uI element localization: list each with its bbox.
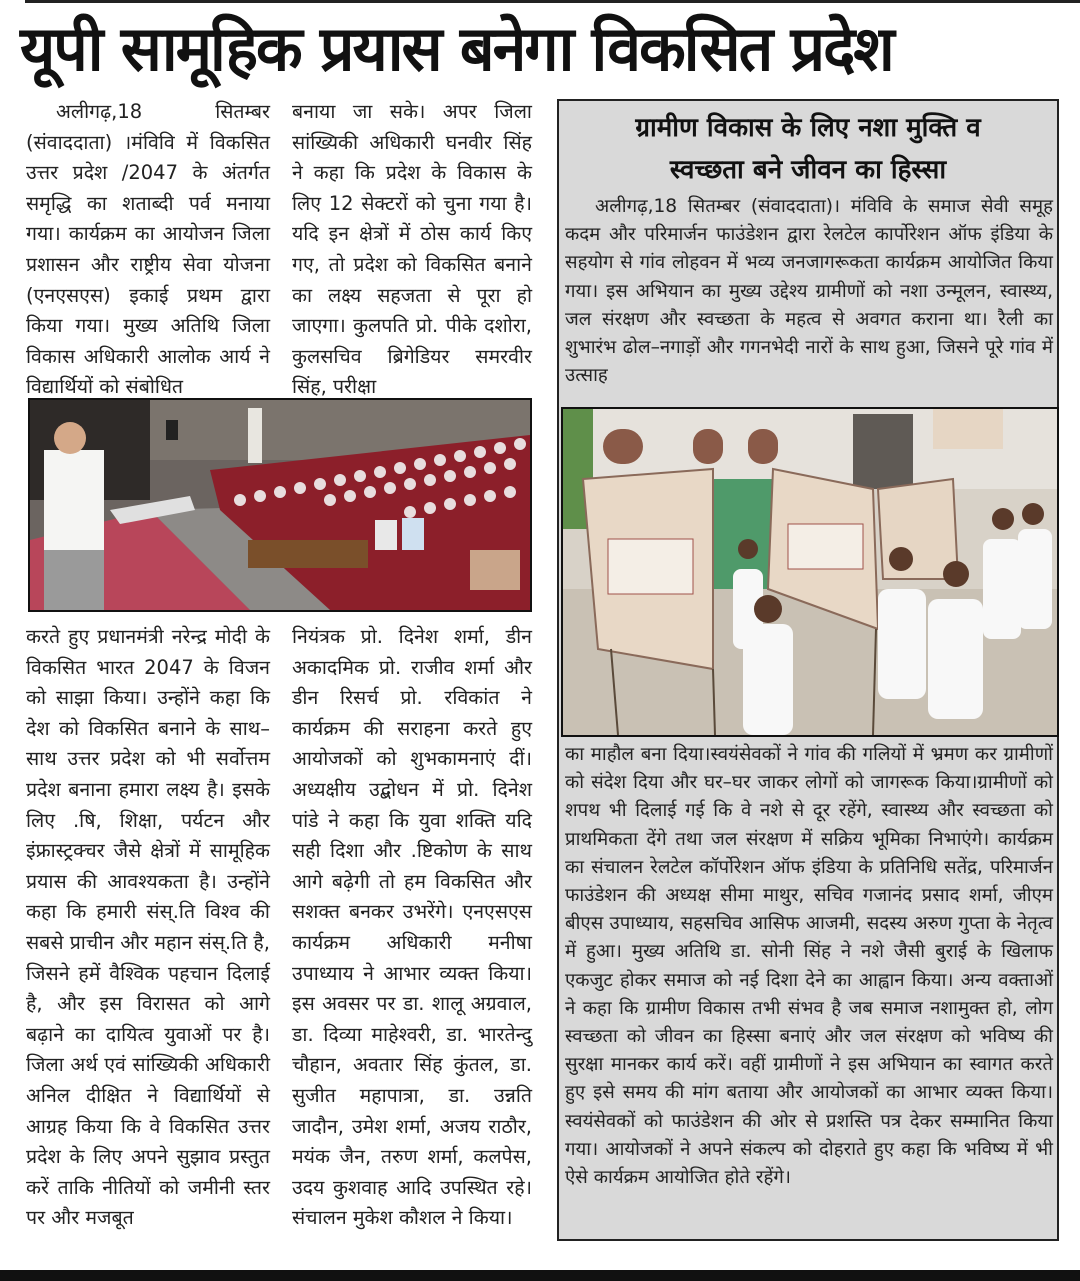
- main-story-paragraph: अलीगढ़,18 सितम्बर (संवाददाता) ।मंविवि में विकसित उत्तर प्रदेश /2047 के अंतर्गत समृद्धि का शताब्दी पर्व मनाया गया। कार्यक्रम का आयोजन जिला प्रशासन और राष्ट्रीय सेवा योजना (एनएसएस) इकाई प्रथम द्वारा किया गया। मुख्य अतिथि जिला विकास अधिकारी आलोक आर्य ने विद्यार्थियों को संबोधित: [26, 100, 270, 399]
- rally-photo: [561, 407, 1059, 737]
- main-story-column-1-bottom: [26, 622, 270, 1234]
- auditorium-photo-illustration: [30, 400, 530, 610]
- main-story-column-2-top: [292, 97, 532, 403]
- main-story-column-2-bottom: [292, 622, 532, 1234]
- side-story-paragraph: अलीगढ़,18 सितम्बर (संवाददाता)। मंविवि के समाज सेवी समूह कदम और परिमार्जन फाउंडेशन द्वारा रेलटेल कार्पोरेशन ऑफ इंडिया के सहयोग से गांव लोहवन में भव्य जनजागरूकता कार्यक्रम आयोजित किया गया। इस अभियान का मुख्य उद्देश्य ग्रामीणों को नशा उन्मूलन, स्वास्थ्य, जल संरक्षण और स्वच्छता के महत्व से अवगत कराना था। रैली का शुभारंभ ढोल–नगाड़ों और गगनभेदी नारों के साथ हुआ, जिसने पूरे गांव में उत्साह: [565, 196, 1053, 387]
- top-rule: [25, 0, 1080, 3]
- side-story-paragraph: का माहौल बना दिया।स्वयंसेवकों ने गांव की गलियों में भ्रमण कर ग्रामीणों को संदेश दिया और घर–घर जाकर लोगों को जागरूक किया।ग्रामीणों को शपथ भी दिलाई गई कि वे नशे से दूर रहेंगे, स्वास्थ्य और स्वच्छता को प्राथमिकता देंगे तथा जल संरक्षण में सक्रिय भूमिका निभाएंगे। कार्यक्रम का संचालन रेलटेल कॉर्पोरेशन ऑफ इंडिया के प्रतिनिधि सतेंद्र, परिमार्जन फाउंडेशन की अध्यक्ष सीमा माथुर, सचिव गजानंद प्रसाद शर्मा, जीएम बीएस उपाध्याय, सहसचिव आसिफ आजमी, सदस्य अरुण गुप्ता के नेतृत्व में हुआ। मुख्य अतिथि डा. सोनी सिंह ने नशे जैसी बुराई के खिलाफ एकजुट होकर समाज को नई दिशा देने का आह्वान किया। अन्य वक्ताओं ने कहा कि ग्रामीण विकास तभी संभव है जब समाज नशामुक्त हो, लोग स्वच्छता को जीवन का हिस्सा बनाएं और जल संरक्षण को भविष्य की सुरक्षा मानकर कार्य करें। वहीं ग्रामीणों ने इस अभियान का स्वागत करते हुए इसे समय की मांग बताया और आयोजकों का आभार व्यक्त किया। स्वयंसेवकों को फाउंडेशन की ओर से प्रशस्ति पत्र देकर सम्मानित किया गया। आयोजकों ने अपने संकल्प को दोहराते हुए कहा कि भविष्य में भी ऐसे कार्यक्रम आयोजित होते रहेंगे।: [565, 744, 1053, 1189]
- rally-photo-illustration: [563, 409, 1057, 735]
- main-story-column-1-top: [26, 97, 270, 403]
- side-story-title-line-2: स्वच्छता बने जीवन का हिस्सा: [669, 155, 947, 185]
- side-story-title: [559, 107, 1057, 191]
- side-story-text-top: [565, 193, 1053, 390]
- page-headline: यूपी सामूहिक प्रयास बनेगा विकसित प्रदेश: [20, 12, 893, 85]
- main-story-paragraph: नियंत्रक प्रो. दिनेश शर्मा, डीन अकादमिक प्रो. राजीव शर्मा और डीन रिसर्च प्रो. रविकांत ने कार्यक्रम की सराहना करते हुए आयोजकों को शुभकामनाएं दीं। अध्यक्षीय उद्बोधन में प्रो. दिनेश पांडे ने कहा कि युवा शक्ति यदि सही दिशा और .ष्टिकोण के साथ आगे बढ़ेगी तो हम विकसित और सशक्त बनकर उभरेंगे। एनएसएस कार्यक्रम अधिकारी मनीषा उपाध्याय ने आभार व्यक्त किया। इस अवसर पर डा. शालू अग्रवाल, डा. दिव्या माहेश्वरी, डा. भारतेन्दु चौहान, अवतार सिंह कुंतल, डा. सुजीत महापात्रा, डा. उन्नति जादौन, उमेश शर्मा, अजय राठौर, मयंक जैन, तरुण शर्मा, कलपेस, उदय कुशवाह आदि उपस्थित रहे। संचालन मुकेश कौशल ने किया।: [292, 625, 532, 1230]
- main-story-paragraph: बनाया जा सके। अपर जिला सांख्यिकी अधिकारी घनवीर सिंह ने कहा कि प्रदेश के विकास के लिए 12 सेक्टरों को चुना गया है। यदि इन क्षेत्रों में ठोस कार्य किए गए, तो प्रदेश को विकसित बनाने का लक्ष्य सहजता से पूरा हो जाएगा। कुलपति प्रो. पीके दशोरा, कुलसचिव ब्रिगेडियर समरवीर सिंह, परीक्षा: [292, 100, 532, 399]
- side-story-text-bottom: [565, 741, 1053, 1192]
- bottom-rule: [0, 1270, 1080, 1281]
- side-story-title-line-1: ग्रामीण विकास के लिए नशा मुक्ति व: [635, 113, 981, 143]
- side-story-box: [557, 99, 1059, 1241]
- auditorium-photo: [28, 398, 532, 612]
- main-story-paragraph: करते हुए प्रधानमंत्री नरेन्द्र मोदी के विकसित भारत 2047 के विजन को साझा किया। उन्होंने कहा कि देश को विकसित बनाने के साथ–साथ उत्तर प्रदेश को भी सर्वोत्तम प्रदेश बनाना हमारा लक्ष्य है। इसके लिए .षि, शिक्षा, पर्यटन और इंफ्रास्ट्रक्चर जैसे क्षेत्रों में सामूहिक प्रयास की आवश्यकता है। उन्होंने कहा कि हमारी संस्.ति विश्व की सबसे प्राचीन और महान संस्.ति है, जिसने हमें वैश्विक पहचान दिलाई है, और इस विरासत को आगे बढ़ाने का दायित्व युवाओं पर है। जिला अर्थ एवं सांख्यिकी अधिकारी अनिल दीक्षित ने विद्यार्थियों से आग्रह किया कि वे विकसित उत्तर प्रदेश के लिए अपने सुझाव प्रस्तुत करें ताकि नीतियों को जमीनी स्तर पर और मजबूत: [26, 625, 270, 1230]
